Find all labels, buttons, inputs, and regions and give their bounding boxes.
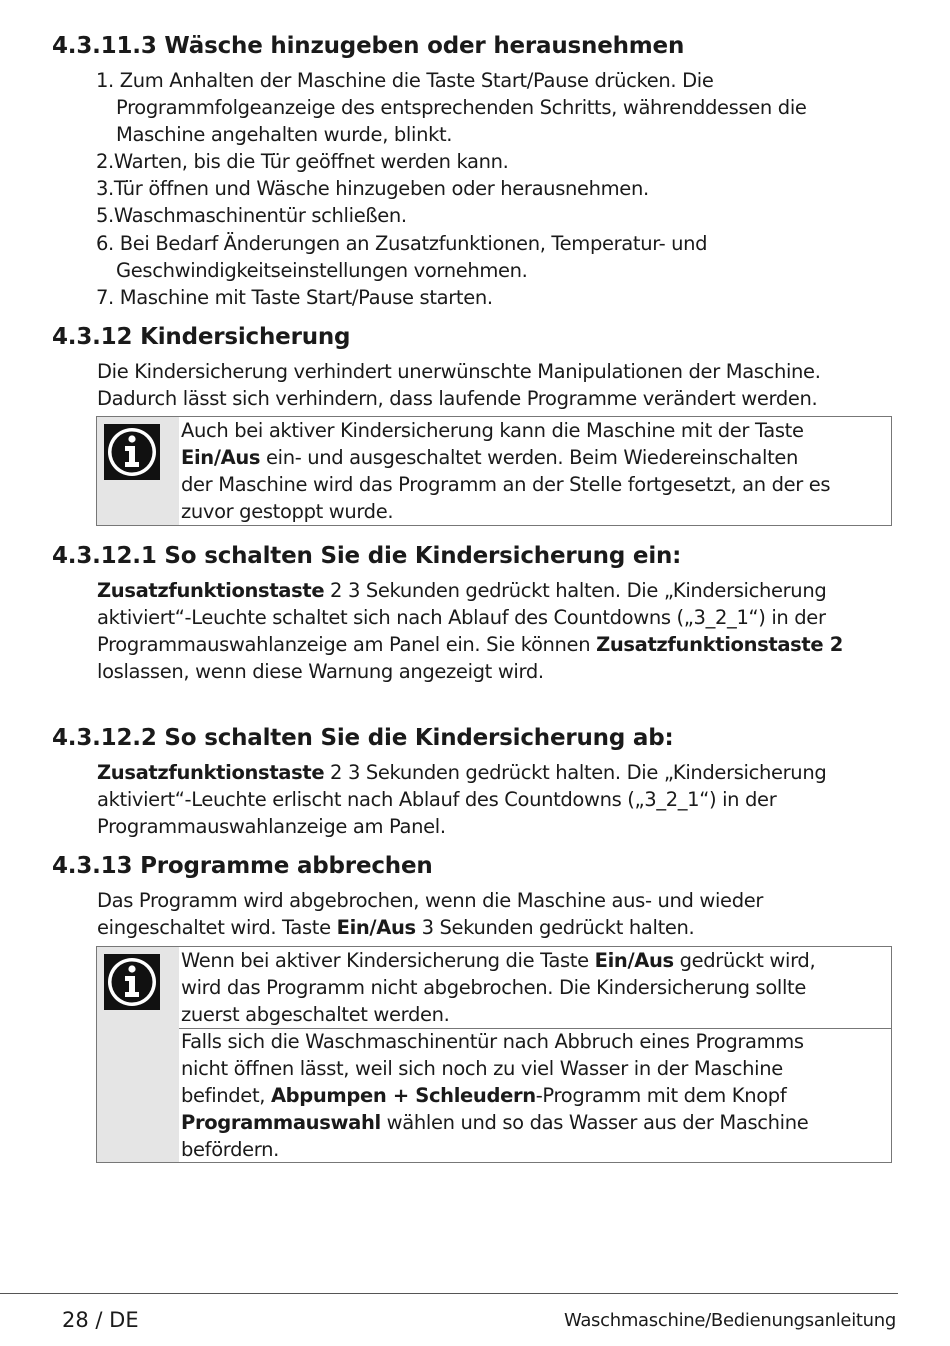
footer-divider — [0, 1293, 898, 1294]
note-icon-panel — [97, 417, 179, 525]
page-number: 28 / DE — [62, 1308, 139, 1332]
list-item-continuation: Programmfolgeanzeige des entsprechenden Schritts, währenddessen die — [116, 96, 807, 119]
heading-4-3-12-2: 4.3.12.2 So schalten Sie die Kindersicherung ab: — [52, 725, 674, 751]
note-line: Ein/Aus ein- und ausgeschaltet werden. Beim Wiedereinschalten — [181, 446, 799, 469]
paragraph-line: eingeschaltet wird. Taste Ein/Aus 3 Sekunden gedrückt halten. — [97, 916, 695, 939]
note-line: Auch bei aktiver Kindersicherung kann die Maschine mit der Taste — [181, 419, 804, 442]
note-line: Falls sich die Waschmaschinentür nach Abbruch eines Programms — [181, 1030, 804, 1053]
list-item-continuation: Geschwindigkeitseinstellungen vornehmen. — [116, 259, 528, 282]
note-line: zuerst abgeschaltet werden. — [181, 1003, 450, 1026]
note-line: befindet, Abpumpen + Schleudern-Programm mit dem Knopf — [181, 1084, 787, 1107]
paragraph-line: aktiviert“-Leuchte schaltet sich nach Ablauf des Countdowns („3_2_1“) in der — [97, 606, 826, 629]
list-item: 1. Zum Anhalten der Maschine die Taste Start/Pause drücken. Die — [96, 69, 714, 92]
ein-aus-key: Ein/Aus — [594, 949, 674, 972]
note-line: wird das Programm nicht abgebrochen. Die Kindersicherung sollte — [181, 976, 806, 999]
note-line: zuvor gestoppt wurde. — [181, 500, 394, 523]
info-icon — [104, 954, 160, 1010]
list-item: 3.Tür öffnen und Wäsche hinzugeben oder herausnehmen. — [96, 177, 649, 200]
heading-4-3-12-1: 4.3.12.1 So schalten Sie die Kindersicherung ein: — [52, 543, 682, 569]
footer-title: Waschmaschine/Bedienungsanleitung — [563, 1310, 896, 1331]
note-line: befördern. — [181, 1138, 279, 1161]
note-line: Programmauswahl wählen und so das Wasser aus der Maschine — [181, 1111, 809, 1134]
info-icon — [104, 424, 160, 480]
heading-4-3-11-3: 4.3.11.3 Wäsche hinzugeben oder herausnehmen — [52, 33, 685, 59]
paragraph-line: aktiviert“-Leuchte erlischt nach Ablauf des Countdowns („3_2_1“) in der — [97, 788, 777, 811]
paragraph-line: loslassen, wenn diese Warnung angezeigt wird. — [97, 660, 544, 683]
paragraph-line: Die Kindersicherung verhindert unerwünschte Manipulationen der Maschine. — [97, 360, 821, 383]
note-line: der Maschine wird das Programm an der Stelle fortgesetzt, an der es — [181, 473, 831, 496]
list-item: 2.Warten, bis die Tür geöffnet werden kann. — [96, 150, 509, 173]
list-item: 7. Maschine mit Taste Start/Pause starten. — [96, 286, 493, 309]
list-item: 6. Bei Bedarf Änderungen an Zusatzfunktionen, Temperatur- und — [96, 232, 708, 255]
heading-4-3-13: 4.3.13 Programme abbrechen — [52, 853, 433, 879]
paragraph-line: Das Programm wird abgebrochen, wenn die Maschine aus- und wieder — [97, 889, 764, 912]
note-line: nicht öffnen lässt, weil sich noch zu viel Wasser in der Maschine — [181, 1057, 783, 1080]
info-note-box — [96, 416, 892, 526]
paragraph-line: Programmauswahlanzeige am Panel ein. Sie können Zusatzfunktionstaste 2 — [97, 633, 843, 656]
info-note-box — [96, 946, 892, 1163]
list-item: 5.Waschmaschinentür schließen. — [96, 204, 407, 227]
paragraph-line: Zusatzfunktionstaste 2 3 Sekunden gedrückt halten. Die „Kindersicherung — [97, 761, 827, 784]
list-item-continuation: Maschine angehalten wurde, blinkt. — [116, 123, 453, 146]
paragraph-line: Zusatzfunktionstaste 2 3 Sekunden gedrückt halten. Die „Kindersicherung — [97, 579, 827, 602]
paragraph-line: Dadurch lässt sich verhindern, dass laufende Programme verändert werden. — [97, 387, 818, 410]
heading-4-3-12: 4.3.12 Kindersicherung — [52, 324, 351, 350]
paragraph-line: Programmauswahlanzeige am Panel. — [97, 815, 446, 838]
note-icon-panel — [97, 947, 179, 1162]
ein-aus-key: Ein/Aus — [181, 446, 261, 469]
note-line: Wenn bei aktiver Kindersicherung die Taste Ein/Aus gedrückt wird, — [181, 949, 816, 972]
